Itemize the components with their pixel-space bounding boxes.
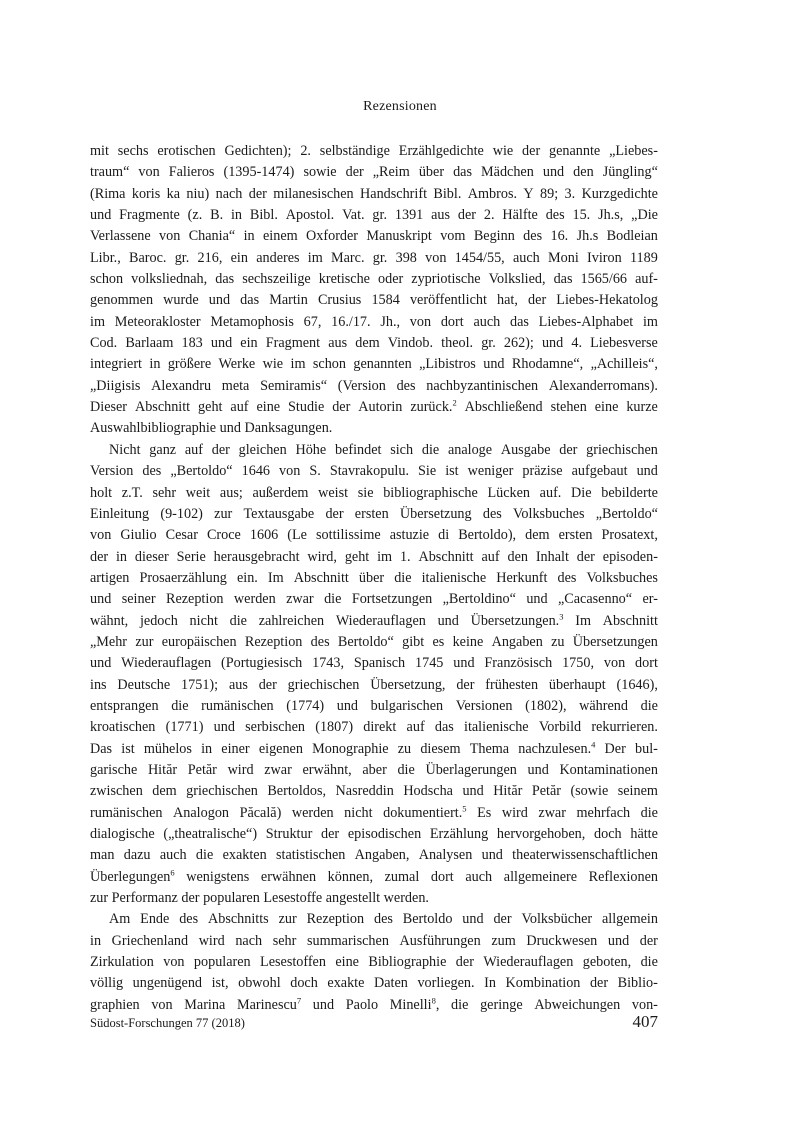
text-line: in Griechenland wird nach sehr summarischen Ausführungen zum Druckwesen und der — [90, 932, 658, 949]
text-line: Am Ende des Abschnitts zur Rezeption des Bertoldo und der Volksbücher allgemein — [109, 911, 658, 928]
text-line: mit sechs erotischen Gedichten); 2. selbständige Erzählgedichte wie der genannte „Liebes- — [90, 143, 658, 159]
article-body — [90, 141, 658, 1016]
text-line: traum“ von Falieros (1395-1474) sowie der „Reim über das Mädchen und den Jüngling“ — [90, 164, 658, 181]
text-line: wähnt, jedoch nicht die zahlreichen Wiederauflagen und Übersetzungen.$^3$ Im Abschnitt — [90, 610, 658, 629]
text-line: entsprangen die rumänischen (1774) und bulgarischen Versionen (1802), während die — [90, 697, 658, 714]
text-line: und Fragmente (z. B. in Bibl. Apostol. Vat. gr. 1391 aus der 2. Hälfte des 15. Jh.s, „Die — [90, 207, 658, 224]
footnote-marker: 4 — [591, 738, 596, 749]
footnote-marker: 6 — [170, 866, 175, 877]
running-head: Rezensionen — [363, 99, 437, 114]
text-line: genommen wurde und das Martin Crusius 1584 veröffentlicht hat, der Liebes-Hekatolog — [90, 292, 658, 309]
text-line: rumänischen Analogon Păcală) werden nicht dokumentiert.$^5$ Es wird zwar mehrfach die — [90, 802, 658, 821]
text-line: Cod. Barlaam 183 und ein Fragment aus dem Vindob. theol. gr. 262); und 4. Liebesverse — [90, 335, 658, 352]
text-line: von Giulio Cesar Croce 1606 (Le sottilissime astuzie di Bertoldo), dem ersten Prosatext, — [90, 527, 658, 544]
text-line: „Mehr zur europäischen Rezeption des Bertoldo“ gibt es keine Angaben zu Übersetzungen — [90, 633, 658, 650]
text-line: man dazu auch die exakten statistischen Angaben, Analysen und theaterwissenschaftlichen — [90, 847, 658, 864]
paragraph — [90, 909, 658, 1016]
footnote-marker: 8 — [431, 995, 436, 1006]
text-line: Das ist mühelos in einer eigenen Monographie zu diesem Thema nachzulesen.$^4$ Der bul- — [90, 738, 658, 757]
text-line: holt z.T. sehr weit aus; außerdem weist sie bibliographische Lücken auf. Die bebilderte — [90, 484, 658, 501]
text-line: und Wiederauflagen (Portugiesisch 1743, Spanisch 1745 und Französisch 1750, von dort — [90, 655, 658, 672]
paragraph — [90, 440, 658, 910]
text-line: graphien von Marina Marinescu$^7$ und Paolo Minelli$^8$, die geringe Abweichungen von- — [90, 995, 658, 1013]
text-line: der in dieser Serie herausgebracht wird, geht im 1. Abschnitt auf den Inhalt der episoden- — [90, 548, 658, 565]
journal-citation: Südost-Forschungen 77 (2018) — [90, 1016, 245, 1030]
text-line: und seiner Rezeption werden zwar die Fortsetzungen „Bertoldino“ und „Cacasenno“ er- — [90, 591, 658, 608]
text-line: schon volksliednah, das sechszeilige kretische oder zypriotische Volkslied, das 1565/66 auf- — [90, 271, 658, 288]
footnote-marker: 7 — [296, 995, 302, 1006]
text-line: Überlegungen$^6$ wenigstens erwähnen können, zumal dort auch allgemeinere Reflexionen — [90, 866, 658, 885]
footnote-marker: 5 — [462, 802, 467, 813]
text-line: Einleitung (9-102) zur Textausgabe der ersten Übersetzung des Volksbuches „Bertoldo“ — [90, 505, 658, 522]
text-line: Dieser Abschnitt geht auf eine Studie der Autorin zurück.$^2$ Abschließend stehen eine kurze — [90, 397, 658, 416]
footnote-marker: 2 — [452, 397, 457, 408]
text-line: Verlassene von Chania“ in einem Oxforder Manuskript vom Beginn des 16. Jh.s Bodleian — [90, 228, 658, 245]
footnote-marker: 3 — [559, 610, 564, 621]
text-line: artigen Prosaerzählung ein. Im Abschnitt über die italienische Herkunft des Volksbuches — [90, 569, 658, 586]
text-line: kroatischen (1771) und serbischen (1807) direkt auf das italienische Vorbild rekurrieren. — [90, 719, 658, 736]
text-line: zwischen dem griechischen Bertoldos, Nasreddin Hodscha und Hităr Petăr (sowie seinem — [90, 783, 658, 800]
text-line: im Meteorakloster Metamophosis 67, 16./17. Jh., von dort auch das Liebes-Alphabet im — [90, 313, 658, 330]
text-line: garische Hităr Petăr wird zwar erwähnt, aber die Überlagerungen und Kontaminationen — [90, 761, 658, 778]
text-line: integriert in größere Werke wie im schon genannten „Libistros und Rhodamne“, „Achilleis“, — [90, 356, 658, 373]
text-line: ins Deutsche 1751); aus der griechischen Übersetzung, der frühesten überhaupt (1646), — [90, 676, 658, 693]
text-line: (Rima koris ka niu) nach der milanesischen Handschrift Bibl. Ambros. Y 89; 3. Kurzgedichte — [90, 185, 658, 202]
paragraph — [90, 141, 658, 440]
text-line: völlig ungenügend ist, obwohl doch exakte Daten vorliegen. In Kombination der Biblio- — [90, 975, 658, 992]
text-line: dialogische („theatralische“) Struktur der episodischen Erzählung hervorgehoben, doch hätte — [90, 826, 658, 842]
text-line: Libr., Baroc. gr. 216, ein anderes im Marc. gr. 398 von 1454/55, auch Moni Iviron 1189 — [90, 249, 658, 266]
text-line: Nicht ganz auf der gleichen Höhe befindet sich die analoge Ausgabe der griechischen — [109, 441, 658, 458]
text-line: „Diigisis Alexandru meta Semiramis“ (Version des nachbyzantinischen Alexanderromans). — [90, 377, 658, 394]
text-line: zur Performanz der popularen Lesestoffe angestellt werden. — [90, 890, 429, 907]
text-line: Auswahlbibliographie und Danksagungen. — [90, 420, 333, 437]
page-number: 407 — [632, 1012, 658, 1031]
text-line: Version des „Bertoldo“ 1646 von S. Stavrakopulu. Sie ist weniger präzise aufgebaut und — [90, 463, 658, 480]
text-line: Zirkulation von popularen Lesestoffen eine Bibliographie der Wiederauflagen geboten, die — [90, 954, 658, 971]
